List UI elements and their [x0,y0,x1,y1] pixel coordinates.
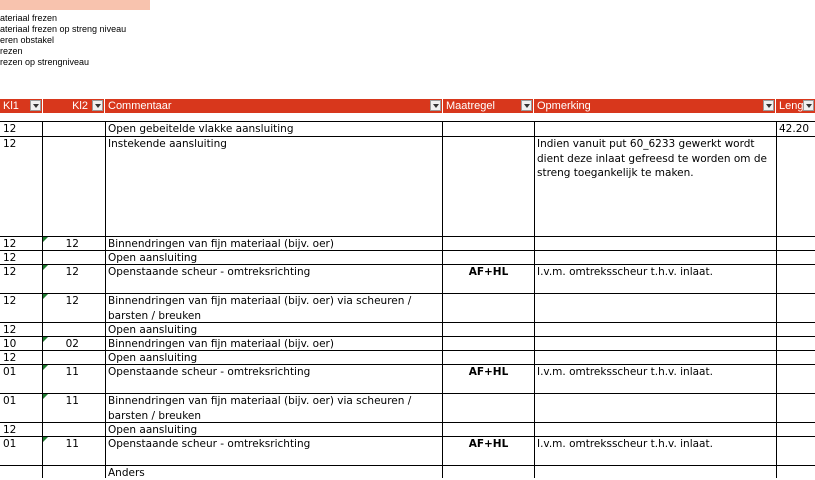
cell-kl2[interactable] [43,137,105,236]
cell-kl2[interactable]: 12 [65,238,79,250]
filter-dropdown-icon[interactable] [763,100,774,111]
cell-comment[interactable]: Open aansluiting [108,352,198,364]
cell-maatregel[interactable] [443,394,534,422]
cell-lengte[interactable]: 42.20 [779,123,810,135]
cell-lengte[interactable] [776,394,815,422]
cell-kl1[interactable]: 01 [3,438,17,450]
cell-maatregel[interactable]: AF+HL [468,266,509,278]
cell-kl1[interactable]: 12 [3,352,17,364]
cell-comment[interactable]: Open gebeitelde vlakke aansluiting [108,123,294,135]
header-label: Opmerking [537,100,591,112]
cell-kl2[interactable] [43,323,105,336]
cell-lengte[interactable] [776,265,815,293]
header-label: Kl2 [72,100,88,112]
cell-comment[interactable]: Open aansluiting [108,424,198,436]
cell-lengte[interactable] [776,237,815,250]
cell-kl1[interactable]: 12 [3,424,17,436]
cell-opmerking[interactable]: I.v.m. omtreksscheur t.h.v. inlaat. [537,366,713,378]
cell-kl1[interactable]: 12 [3,295,17,307]
cell-maatregel[interactable] [443,137,534,236]
cell-comment[interactable]: Instekende aansluiting [108,138,227,150]
cell-opmerking[interactable]: I.v.m. omtreksscheur t.h.v. inlaat. [537,266,713,278]
comment-indicator-icon [43,265,48,270]
cell-lengte[interactable] [776,323,815,336]
cell-comment[interactable]: Anders [108,467,145,479]
cell-kl2[interactable] [43,251,105,264]
cell-kl1[interactable]: 12 [3,266,17,278]
comment-indicator-icon [43,237,48,242]
cell-lengte[interactable] [776,337,815,350]
cell-maatregel[interactable] [443,122,534,136]
comment-indicator-icon [43,394,48,399]
cell-comment[interactable]: Binnendringen van fijn materiaal (bijv. oer) [108,238,334,250]
cell-comment[interactable]: Open aansluiting [108,324,198,336]
cell-opmerking[interactable] [534,323,776,336]
cell-lengte[interactable] [776,351,815,364]
header-commentaar [105,99,442,113]
cell-maatregel[interactable] [443,294,534,322]
cell-opmerking[interactable]: I.v.m. omtreksscheur t.h.v. inlaat. [537,438,713,450]
cell-kl1[interactable]: 12 [3,138,17,150]
comment-indicator-icon [43,437,48,442]
filter-dropdown-icon[interactable] [30,100,41,111]
cell-kl1[interactable]: 12 [3,238,17,250]
legend-item: eren obstakel [0,35,55,45]
comment-indicator-icon [43,337,48,342]
header-maatregel [443,99,533,113]
cell-kl1[interactable]: 12 [3,123,17,135]
header-kl2 [43,99,104,113]
cell-kl1[interactable]: 12 [3,252,17,264]
cell-maatregel[interactable] [443,237,534,250]
legend-item: rezen [0,46,23,56]
cell-kl2[interactable] [43,351,105,364]
cell-comment[interactable]: Openstaande scheur - omtreksrichting [108,366,311,378]
filter-dropdown-icon[interactable] [92,100,103,111]
header-label: Kl1 [3,100,19,112]
cell-comment[interactable]: Binnendringen van fijn materiaal (bijv. oer) via scheuren / barsten / breuken [108,295,412,322]
comment-indicator-icon [43,365,48,370]
cell-opmerking[interactable]: Indien vanuit put 60_6233 gewerkt wordt dient deze inlaat gefreesd te worden om de streng toegankelijk te maken. [537,138,767,179]
cell-opmerking[interactable] [534,337,776,350]
cell-lengte[interactable] [776,137,815,236]
header-lengte [776,99,815,113]
cell-kl2[interactable]: 11 [65,438,79,450]
header-label: Maatregel [446,100,495,112]
legend-color-swatch [0,0,150,10]
cell-opmerking[interactable] [534,237,776,250]
cell-lengte[interactable] [776,294,815,322]
legend-item: ateriaal frezen [0,13,58,23]
legend-item: ateriaal frezen op streng niveau [0,24,127,34]
cell-opmerking[interactable] [534,351,776,364]
cell-opmerking[interactable] [534,394,776,422]
cell-opmerking[interactable] [534,294,776,322]
cell-maatregel[interactable] [443,251,534,264]
header-label: Leng [779,100,804,112]
cell-kl1[interactable]: 01 [3,395,17,407]
cell-comment[interactable]: Openstaande scheur - omtreksrichting [108,266,311,278]
cell-maatregel[interactable] [443,337,534,350]
header-opmerking [534,99,775,113]
header-kl1 [0,99,42,113]
cell-kl1[interactable]: 10 [3,338,17,350]
cell-lengte[interactable] [776,251,815,264]
filter-dropdown-icon[interactable] [521,100,532,111]
cell-kl1[interactable]: 01 [3,366,17,378]
legend-item: rezen op strengniveau [0,57,90,67]
cell-lengte[interactable] [776,437,815,465]
cell-kl1[interactable]: 12 [3,324,17,336]
cell-comment[interactable]: Binnendringen van fijn materiaal (bijv. oer) via scheuren / barsten / breuken [108,395,412,422]
cell-opmerking[interactable] [534,423,776,436]
cell-maatregel[interactable]: AF+HL [468,438,509,450]
legend [0,13,126,68]
cell-maatregel[interactable] [443,351,534,364]
cell-kl2[interactable]: 11 [65,366,79,378]
cell-maatregel[interactable]: AF+HL [468,366,509,378]
cell-comment[interactable]: Openstaande scheur - omtreksrichting [108,438,311,450]
cell-maatregel[interactable] [443,323,534,336]
cell-comment[interactable]: Binnendringen van fijn materiaal (bijv. oer) [108,338,334,350]
cell-lengte[interactable] [776,365,815,393]
cell-lengte[interactable] [776,423,815,436]
cell-kl2[interactable]: 12 [65,295,79,307]
filter-dropdown-icon[interactable] [430,100,441,111]
cell-opmerking[interactable] [534,251,776,264]
comment-indicator-icon [43,294,48,299]
cell-kl2[interactable] [43,423,105,436]
cell-kl2[interactable]: 11 [65,395,79,407]
header-label: Commentaar [108,100,172,112]
filter-dropdown-icon[interactable] [803,100,814,111]
cell-kl2[interactable]: 02 [65,338,79,350]
cell-kl2[interactable] [43,122,105,136]
cell-kl2[interactable]: 12 [65,266,79,278]
cell-comment[interactable]: Open aansluiting [108,252,198,264]
cell-maatregel[interactable] [443,423,534,436]
cell-opmerking[interactable] [534,122,776,136]
